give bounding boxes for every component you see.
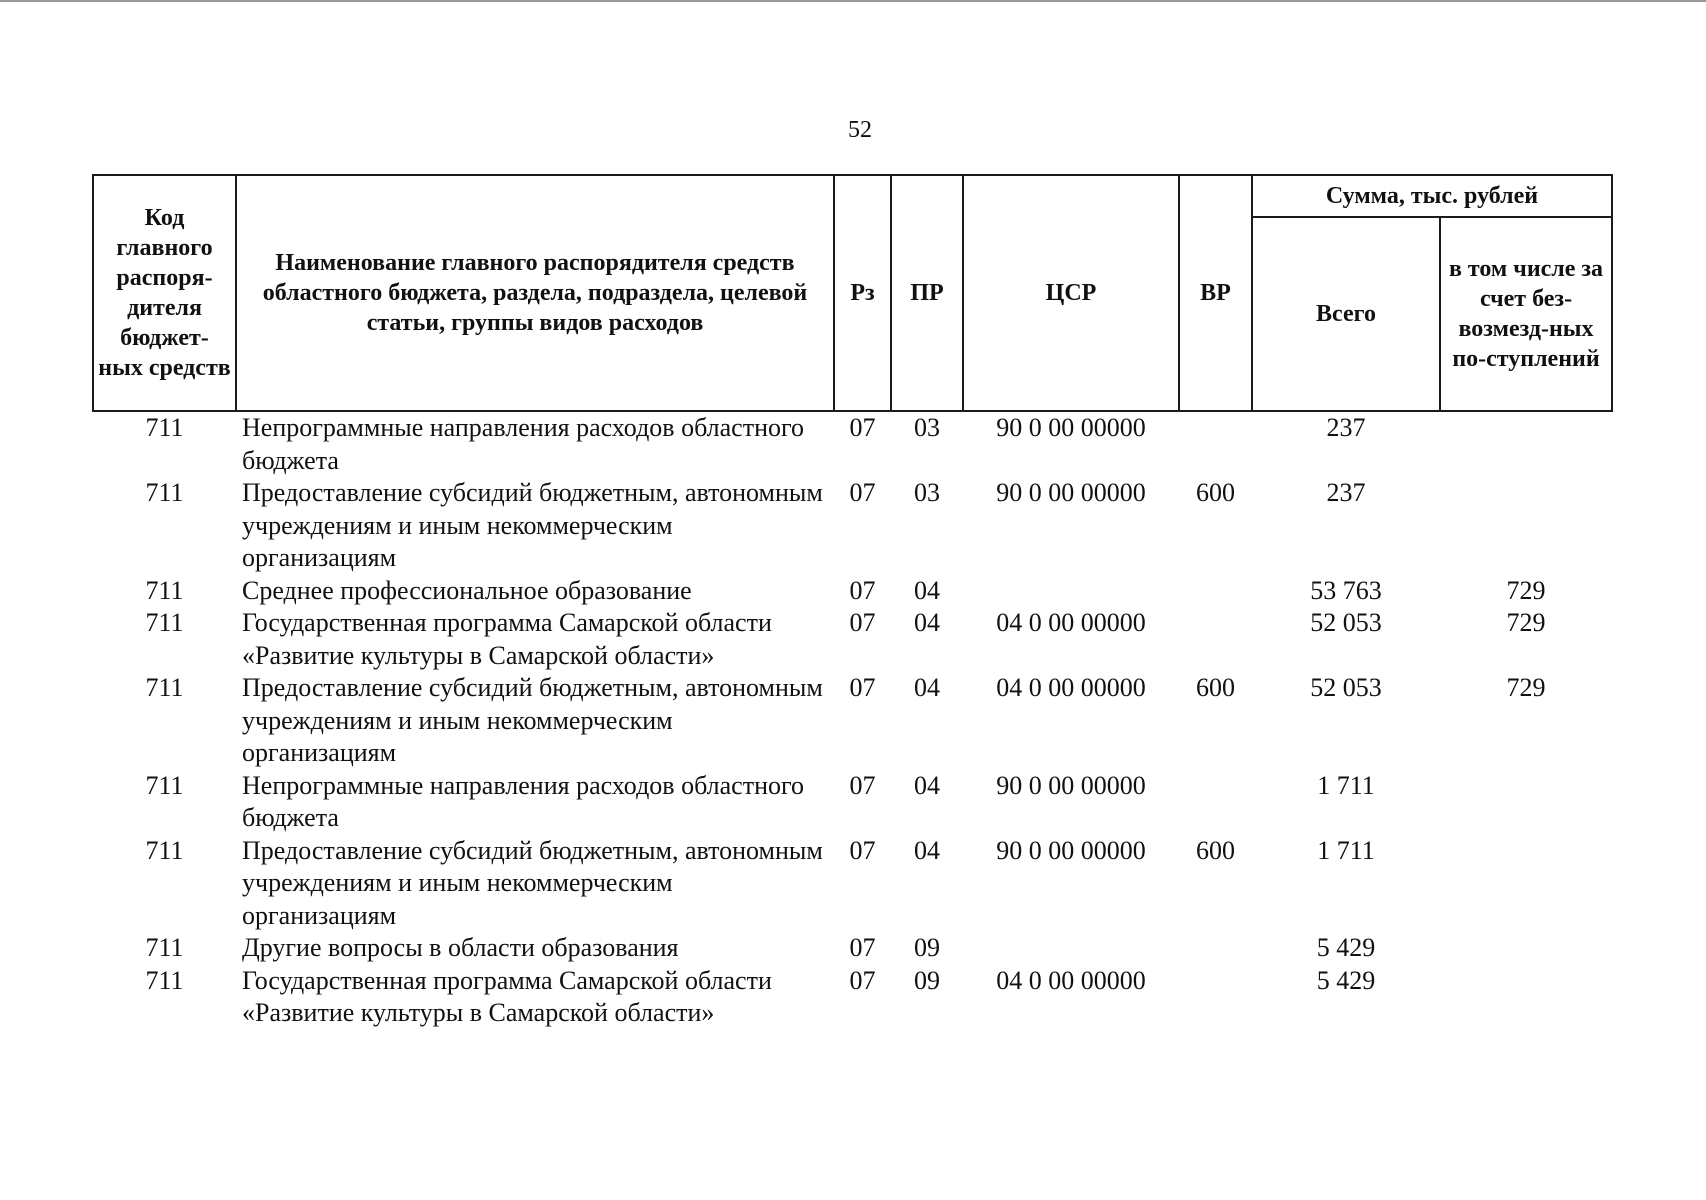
- cell-name: Непрограммные направления расходов областного бюджета: [242, 413, 804, 475]
- cell-pr: 03: [914, 478, 940, 507]
- budget-table: [92, 174, 1613, 1030]
- cell-free-receipts: [1440, 770, 1612, 835]
- cell-pr: 09: [914, 965, 940, 995]
- cell-free-receipts: 729: [1506, 608, 1546, 637]
- table-row: [93, 575, 1612, 608]
- cell-name: Предоставление субсидий бюджетным, автономным учреждениям и иным некоммерческим организациям: [242, 673, 823, 767]
- table-row: [93, 607, 1612, 672]
- header-name: Наименование главного распорядителя средств областного бюджета, раздела, подраздела, целевой статьи, группы видов расходов: [236, 175, 834, 411]
- cell-pr: 04: [914, 770, 940, 800]
- cell-code: 711: [145, 770, 184, 800]
- cell-free-receipts: 729: [1506, 575, 1546, 605]
- table-row: [93, 835, 1612, 933]
- cell-pr: 04: [914, 835, 940, 865]
- cell-code: 711: [145, 965, 184, 995]
- cell-free-receipts: [1440, 411, 1612, 477]
- cell-rz: 07: [849, 770, 876, 800]
- cell-code: 711: [145, 608, 184, 637]
- cell-rz: 07: [849, 478, 876, 507]
- cell-name: Государственная программа Самарской области «Развитие культуры в Самарской области»: [242, 965, 772, 1027]
- cell-csr: 90 0 00 00000: [996, 478, 1146, 507]
- cell-free-receipts: [1440, 835, 1612, 933]
- cell-vr: 600: [1196, 835, 1235, 865]
- header-csr: ЦСР: [963, 175, 1179, 411]
- cell-csr: 90 0 00 00000: [996, 835, 1146, 865]
- cell-free-receipts: 729: [1506, 673, 1546, 702]
- cell-total: 237: [1326, 413, 1366, 442]
- cell-total: 1 711: [1317, 835, 1375, 865]
- cell-code: 711: [145, 673, 184, 702]
- cell-total: 52 053: [1310, 608, 1382, 637]
- cell-name: Среднее профессиональное образование: [242, 575, 692, 605]
- cell-csr: 90 0 00 00000: [996, 413, 1146, 442]
- table-row: [93, 932, 1612, 965]
- cell-csr: 04 0 00 00000: [996, 965, 1146, 995]
- cell-rz: 07: [849, 835, 876, 865]
- cell-vr: [1179, 770, 1252, 835]
- cell-total: 53 763: [1310, 575, 1382, 605]
- header-vr: ВР: [1179, 175, 1252, 411]
- cell-pr: 03: [914, 413, 940, 442]
- cell-vr: [1179, 607, 1252, 672]
- header-free-receipts: в том числе за счет без-возмезд-ных по-ступлений: [1440, 217, 1612, 411]
- cell-total: 237: [1326, 478, 1366, 507]
- table-row: [93, 672, 1612, 770]
- table-row: [93, 965, 1612, 1030]
- cell-vr: 600: [1196, 673, 1235, 702]
- table-row: [93, 770, 1612, 835]
- cell-pr: 09: [914, 933, 940, 962]
- cell-name: Другие вопросы в области образования: [242, 933, 679, 962]
- cell-csr: [963, 932, 1179, 965]
- table-row: [93, 477, 1612, 575]
- cell-pr: 04: [914, 673, 940, 702]
- cell-csr: 90 0 00 00000: [996, 770, 1146, 800]
- cell-name: Непрограммные направления расходов областного бюджета: [242, 770, 804, 832]
- cell-pr: 04: [914, 608, 940, 637]
- cell-name: Предоставление субсидий бюджетным, автономным учреждениям и иным некоммерческим организациям: [242, 835, 823, 930]
- header-total: Всего: [1252, 217, 1440, 411]
- cell-vr: 600: [1196, 478, 1235, 507]
- header-sum: Сумма, тыс. рублей: [1252, 175, 1612, 217]
- cell-total: 5 429: [1316, 965, 1376, 995]
- header-rz: Рз: [834, 175, 891, 411]
- cell-vr: [1179, 932, 1252, 965]
- cell-code: 711: [145, 413, 184, 442]
- cell-code: 711: [145, 478, 184, 507]
- cell-code: 711: [145, 933, 184, 962]
- cell-rz: 07: [849, 965, 876, 995]
- cell-vr: [1179, 575, 1252, 608]
- cell-free-receipts: [1440, 965, 1612, 1030]
- cell-free-receipts: [1440, 932, 1612, 965]
- cell-vr: [1179, 411, 1252, 477]
- cell-free-receipts: [1440, 477, 1612, 575]
- cell-total: 5 429: [1316, 933, 1376, 962]
- cell-csr: 04 0 00 00000: [996, 673, 1146, 702]
- table-body: [93, 411, 1612, 1030]
- cell-name: Государственная программа Самарской области «Развитие культуры в Самарской области»: [242, 608, 772, 670]
- cell-csr: [963, 575, 1179, 608]
- cell-rz: 07: [849, 608, 876, 637]
- table-row: [93, 411, 1612, 477]
- cell-vr: [1179, 965, 1252, 1030]
- cell-rz: 07: [849, 413, 876, 442]
- cell-total: 52 053: [1310, 673, 1382, 702]
- cell-name: Предоставление субсидий бюджетным, автономным учреждениям и иным некоммерческим организациям: [242, 478, 823, 572]
- scan-top-edge: [0, 0, 1706, 2]
- table-header: [93, 175, 1612, 411]
- cell-total: 1 711: [1317, 770, 1375, 800]
- cell-rz: 07: [849, 673, 876, 702]
- cell-rz: 07: [849, 575, 876, 605]
- header-code: Код главного распоря-дителя бюджет-ных средств: [93, 175, 236, 411]
- cell-rz: 07: [849, 933, 876, 962]
- page-number: 52: [848, 117, 872, 143]
- cell-pr: 04: [914, 575, 940, 605]
- cell-csr: 04 0 00 00000: [996, 608, 1146, 637]
- cell-code: 711: [145, 835, 184, 865]
- cell-code: 711: [145, 575, 184, 605]
- header-pr: ПР: [891, 175, 963, 411]
